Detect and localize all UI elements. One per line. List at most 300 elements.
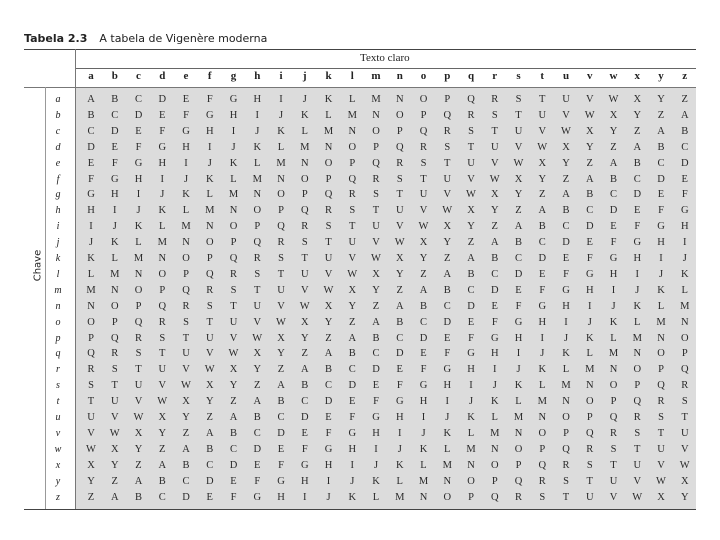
table-cell: S xyxy=(658,412,664,423)
table-cell: X xyxy=(253,348,262,360)
table-cell: O xyxy=(182,253,190,264)
table-cell: K xyxy=(324,94,333,105)
table-cell: C xyxy=(134,94,142,105)
table-cell: P xyxy=(563,427,569,439)
table-cell: J xyxy=(492,380,497,392)
table-cell: K xyxy=(253,141,262,153)
table-cell: Q xyxy=(277,221,285,233)
table-cell: U xyxy=(253,300,262,312)
table-cell: A xyxy=(680,109,689,121)
table-cell: K xyxy=(514,380,523,392)
table-cell: M xyxy=(86,284,96,296)
row-key-x: x xyxy=(55,459,61,471)
column-header-p: p xyxy=(444,70,451,82)
table-cell: F xyxy=(586,253,593,264)
table-cell: D xyxy=(514,268,523,280)
table-cell: S xyxy=(230,284,237,296)
table-cell: Q xyxy=(134,316,143,328)
table-cell: M xyxy=(252,173,262,185)
table-cell: C xyxy=(277,412,285,423)
table-cell: V xyxy=(277,300,285,312)
table-cell: E xyxy=(372,380,380,392)
row-key-b: b xyxy=(55,109,61,121)
table-cell: R xyxy=(372,173,380,185)
table-cell: Q xyxy=(395,141,404,153)
table-cell: M xyxy=(608,348,619,360)
table-cell: V xyxy=(134,396,143,408)
table-cell: D xyxy=(680,157,689,169)
table-cell: Y xyxy=(87,475,95,487)
table-cell: X xyxy=(277,332,285,344)
table-cell: W xyxy=(204,364,215,376)
table-cell: G xyxy=(348,427,357,439)
table-cell: N xyxy=(182,237,190,249)
table-cell: O xyxy=(134,284,143,296)
column-header-o: o xyxy=(420,70,427,82)
table-cell: T xyxy=(467,141,475,153)
table-cell: R xyxy=(253,253,261,264)
table-cell: I xyxy=(374,443,378,455)
table-cell: I xyxy=(184,157,188,169)
table-cell: Z xyxy=(491,221,498,233)
table-cell: S xyxy=(159,332,166,344)
table-cell: P xyxy=(301,189,308,201)
table-cell: A xyxy=(182,443,190,455)
table-cell: H xyxy=(657,237,665,249)
table-cell: W xyxy=(537,141,548,153)
table-cell: D xyxy=(205,475,214,487)
table-cell: J xyxy=(373,459,379,471)
table-cell: K xyxy=(490,396,499,408)
table-cell: R xyxy=(681,380,689,392)
table-cell: L xyxy=(515,396,522,408)
table-cell: H xyxy=(419,396,428,408)
row-key-f: f xyxy=(56,173,60,185)
table-cell: N xyxy=(87,300,95,312)
table-cell: D xyxy=(324,396,333,408)
table-cell: U xyxy=(372,221,380,233)
table-cell: D xyxy=(348,380,357,392)
row-key-c: c xyxy=(55,125,61,137)
row-key-h: h xyxy=(55,205,61,217)
table-cell: Z xyxy=(562,173,570,185)
table-cell: F xyxy=(373,396,379,408)
table-cell: O xyxy=(657,348,665,360)
table-cell: X xyxy=(633,94,642,105)
table-cell: V xyxy=(253,316,262,328)
table-cell: C xyxy=(467,284,475,296)
table-cell: R xyxy=(206,284,214,296)
table-cell: M xyxy=(490,427,500,439)
table-cell: V xyxy=(395,221,404,233)
table-cell: D xyxy=(538,253,547,264)
table-cell: E xyxy=(657,189,665,201)
table-cell: U xyxy=(467,157,475,169)
table-cell: X xyxy=(680,475,689,487)
table-cell: N xyxy=(205,221,214,233)
table-cell: G xyxy=(87,189,95,201)
column-header-j: j xyxy=(302,70,307,82)
table-cell: Q xyxy=(372,157,380,169)
table-cell: N xyxy=(110,284,119,296)
table-cell: J xyxy=(88,237,94,249)
table-cell: B xyxy=(586,189,594,201)
row-key-u: u xyxy=(55,412,61,423)
table-cell: E xyxy=(420,348,427,360)
table-cell: F xyxy=(634,221,641,233)
table-cell: H xyxy=(253,94,262,105)
table-cell: H xyxy=(395,412,404,423)
table-cell: D xyxy=(253,443,262,455)
table-cell: X xyxy=(182,396,190,408)
stub-divider xyxy=(45,87,46,509)
table-cell: Q xyxy=(657,380,665,392)
table-cell: Z xyxy=(111,475,118,487)
table-cell: F xyxy=(278,459,284,471)
table-cell: C xyxy=(419,316,427,328)
table-cell: G xyxy=(657,221,665,233)
table-cell: Z xyxy=(681,94,688,105)
table-cell: V xyxy=(205,348,214,360)
table-cell: V xyxy=(324,268,333,280)
table-cell: B xyxy=(396,316,404,328)
table-cell: P xyxy=(515,459,522,471)
table-cell: A xyxy=(419,284,428,296)
table-cell: H xyxy=(110,189,119,201)
table-cell: Z xyxy=(254,380,261,392)
row-key-w: w xyxy=(54,443,62,455)
table-cell: Q xyxy=(419,125,428,137)
table-cell: S xyxy=(515,94,522,105)
table-cell: B xyxy=(633,157,641,169)
table-cell: T xyxy=(491,125,498,137)
table-cell: T xyxy=(325,237,332,249)
table-cell: A xyxy=(300,364,309,376)
table-cell: J xyxy=(183,173,189,185)
table-cell: W xyxy=(561,125,571,137)
table-cell: I xyxy=(350,459,354,471)
table-cell: X xyxy=(205,380,214,392)
table-cell: H xyxy=(229,109,238,121)
table-cell: W xyxy=(394,237,405,249)
row-key-q: q xyxy=(55,348,61,360)
table-cell: K xyxy=(205,173,214,185)
table-cell: M xyxy=(157,237,167,249)
table-cell: F xyxy=(206,94,213,105)
table-cell: Y xyxy=(158,427,167,439)
table-cell: N xyxy=(633,348,642,360)
table-cell: W xyxy=(679,459,690,471)
table-cell: M xyxy=(680,300,690,312)
table-cell: X xyxy=(609,109,618,121)
table-cell: W xyxy=(371,253,381,264)
table-cell: P xyxy=(88,332,94,344)
table-cell: C xyxy=(229,443,237,455)
table-cell: I xyxy=(493,364,497,376)
table-cell: U xyxy=(609,475,618,487)
table-cell: X xyxy=(158,412,167,423)
table-cell: H xyxy=(609,268,618,280)
table-cell: O xyxy=(372,125,380,137)
column-header-b: b xyxy=(111,70,118,82)
table-cell: F xyxy=(491,316,498,328)
table-cell: T xyxy=(135,364,142,376)
table-cell: U xyxy=(395,205,404,217)
table-cell: D xyxy=(372,364,380,376)
table-cell: R xyxy=(229,268,237,280)
table-cell: D xyxy=(585,221,594,233)
table-cell: R xyxy=(158,316,166,328)
table-cell: M xyxy=(513,412,524,423)
table-cell: M xyxy=(371,94,381,105)
table-cell: D xyxy=(110,125,119,137)
table-cell: O xyxy=(395,109,404,121)
table-cell: T xyxy=(182,332,190,344)
table-cell: B xyxy=(324,364,332,376)
table-cell: Z xyxy=(135,459,142,471)
table-cell: J xyxy=(516,364,521,376)
table-cell: R xyxy=(348,189,356,201)
table-cell: Q xyxy=(562,443,570,455)
table-cell: Z xyxy=(444,253,451,264)
table-cell: P xyxy=(681,348,688,360)
table-cell: E xyxy=(111,141,118,153)
table-cell: P xyxy=(586,412,593,423)
table-cell: O xyxy=(324,157,333,169)
table-cell: N xyxy=(324,141,333,153)
table-cell: W xyxy=(252,332,263,344)
table-cell: T xyxy=(349,221,356,233)
table-cell: Q xyxy=(680,364,689,376)
table-cell: V xyxy=(229,332,238,344)
table-cell: F xyxy=(420,364,427,376)
table-cell: A xyxy=(633,141,642,153)
table-cell: A xyxy=(395,300,404,312)
table-cell: T xyxy=(515,109,522,121)
table-cell: P xyxy=(396,125,403,137)
table-cell: B xyxy=(657,141,665,153)
table-cell: Y xyxy=(467,221,475,233)
table-cell: W xyxy=(442,205,453,217)
plaintext-header: Texto claro xyxy=(360,52,410,64)
table-cell: Y xyxy=(562,157,570,169)
table-cell: J xyxy=(611,300,616,312)
table-cell: M xyxy=(537,396,547,408)
table-cell: V xyxy=(609,491,618,503)
table-cell: F xyxy=(658,205,664,217)
table-cell: P xyxy=(420,109,427,121)
table-cell: U xyxy=(110,396,119,408)
table-cell: V xyxy=(443,189,452,201)
table-cell: C xyxy=(301,396,309,408)
table-cell: X xyxy=(134,427,143,439)
table-cell: T xyxy=(301,253,308,264)
table-cell: J xyxy=(278,109,284,121)
table-cell: R xyxy=(467,109,475,121)
table-cell: B xyxy=(182,459,190,471)
table-cell: Z xyxy=(277,364,285,376)
table-cell: X xyxy=(657,491,665,503)
table-cell: Q xyxy=(585,427,594,439)
table-cell: W xyxy=(86,443,96,455)
table-cell: R xyxy=(633,412,641,423)
table-cell: E xyxy=(562,253,570,264)
table-cell: G xyxy=(585,268,594,280)
table-cell: L xyxy=(396,475,403,487)
table-cell: J xyxy=(397,443,402,455)
table-cell: W xyxy=(347,268,358,280)
table-cell: S xyxy=(278,253,284,264)
table-cell: D xyxy=(443,316,452,328)
table-cell: P xyxy=(373,141,379,153)
table-cell: K xyxy=(372,475,380,487)
table-cell: Z xyxy=(467,237,475,249)
table-cell: K xyxy=(87,253,95,264)
table-cell: L xyxy=(206,189,213,201)
table-cell: H xyxy=(324,459,333,471)
table-cell: K xyxy=(229,157,238,169)
table-cell: I xyxy=(564,316,568,328)
table-cell: W xyxy=(608,94,619,105)
row-key-v: v xyxy=(55,427,61,439)
table-cell: V xyxy=(467,173,475,185)
table-cell: T xyxy=(420,173,427,185)
table-cell: H xyxy=(158,157,167,169)
table-cell: I xyxy=(659,253,663,264)
column-divider xyxy=(75,49,76,509)
table-cell: X xyxy=(490,189,499,201)
table-cell: Y xyxy=(680,491,689,503)
table-cell: C xyxy=(111,109,119,121)
table-cell: L xyxy=(135,237,142,249)
table-cell: K xyxy=(395,459,404,471)
table-cell: F xyxy=(183,109,189,121)
table-cell: M xyxy=(205,205,215,217)
table-cell: F xyxy=(301,443,308,455)
table-cell: F xyxy=(563,268,569,280)
table-cell: A xyxy=(348,332,357,344)
table-cell: D xyxy=(419,332,428,344)
table-cell: W xyxy=(466,189,476,201)
table-cell: T xyxy=(206,316,213,328)
table-cell: R xyxy=(134,332,142,344)
table-cell: Z xyxy=(420,268,427,280)
table-cell: G xyxy=(514,316,523,328)
table-cell: M xyxy=(395,491,405,503)
table-cell: B xyxy=(467,268,475,280)
table-cell: Y xyxy=(253,364,262,376)
table-cell: A xyxy=(229,412,238,423)
table-cell: F xyxy=(515,300,522,312)
row-key-k: k xyxy=(55,253,61,264)
table-cell: G xyxy=(680,205,689,217)
table-cell: F xyxy=(610,237,617,249)
table-cell: T xyxy=(396,189,403,201)
table-cell: Y xyxy=(443,237,452,249)
table-cell: Q xyxy=(87,348,95,360)
table-cell: B xyxy=(111,94,119,105)
table-cell: Z xyxy=(230,396,237,408)
column-header-h: h xyxy=(254,70,261,82)
table-cell: G xyxy=(490,332,499,344)
table-cell: U xyxy=(229,316,238,328)
table-cell: E xyxy=(325,412,332,423)
table-cell: N xyxy=(372,109,380,121)
row-key-j: j xyxy=(56,237,60,249)
table-cell: N xyxy=(134,268,143,280)
row-key-t: t xyxy=(56,396,60,408)
table-cell: O xyxy=(229,221,238,233)
table-cell: C xyxy=(372,348,380,360)
header-divider xyxy=(76,68,696,69)
table-cell: W xyxy=(299,300,310,312)
table-cell: J xyxy=(540,348,545,360)
table-cell: R xyxy=(657,396,665,408)
table-cell: O xyxy=(87,316,95,328)
table-cell: A xyxy=(538,205,547,217)
table-cell: R xyxy=(514,491,522,503)
table-cell: Z xyxy=(349,316,356,328)
table-cell: U xyxy=(680,427,689,439)
table-cell: D xyxy=(490,284,499,296)
table-cell: X xyxy=(87,459,95,471)
table-cell: U xyxy=(277,284,285,296)
table-cell: B xyxy=(491,253,499,264)
table-cell: O xyxy=(253,205,262,217)
table-cell: B xyxy=(158,475,166,487)
table-cell: Z xyxy=(396,284,403,296)
table-cell: Y xyxy=(182,412,190,423)
table-cell: Q xyxy=(253,237,262,249)
table-cell: J xyxy=(350,475,355,487)
table-cell: S xyxy=(135,348,142,360)
table-cell: J xyxy=(587,316,592,328)
table-cell: X xyxy=(300,316,309,328)
row-key-i: i xyxy=(56,221,60,233)
table-cell: V xyxy=(680,443,689,455)
table-cell: I xyxy=(516,348,521,360)
table-cell: K xyxy=(680,268,689,280)
table-cell: O xyxy=(277,189,285,201)
table-cell: Y xyxy=(585,141,594,153)
table-cell: I xyxy=(208,141,212,153)
table-cell: Q xyxy=(490,491,499,503)
table-cell: G xyxy=(324,443,333,455)
table-cell: B xyxy=(372,332,380,344)
table-cell: O xyxy=(158,268,167,280)
table-cell: D xyxy=(609,205,618,217)
table-cell: H xyxy=(277,491,285,503)
table-cell: W xyxy=(133,412,144,423)
table-cell: P xyxy=(278,205,284,217)
table-cell: R xyxy=(277,237,285,249)
table-cell: S xyxy=(563,475,569,487)
table-cell: E xyxy=(87,157,95,169)
table-cell: G xyxy=(182,125,190,137)
table-cell: K xyxy=(182,189,190,201)
table-cell: T xyxy=(159,348,166,360)
table-cell: A xyxy=(562,189,570,201)
table-cell: V xyxy=(514,141,523,153)
table-cell: E xyxy=(586,237,593,249)
table-cell: E xyxy=(206,491,213,503)
table-cell: Y xyxy=(514,189,523,201)
table-cell: N xyxy=(277,173,285,185)
table-cell: I xyxy=(255,109,259,121)
column-header-t: t xyxy=(540,70,545,82)
table-cell: I xyxy=(540,332,544,344)
table-cell: F xyxy=(681,189,688,201)
